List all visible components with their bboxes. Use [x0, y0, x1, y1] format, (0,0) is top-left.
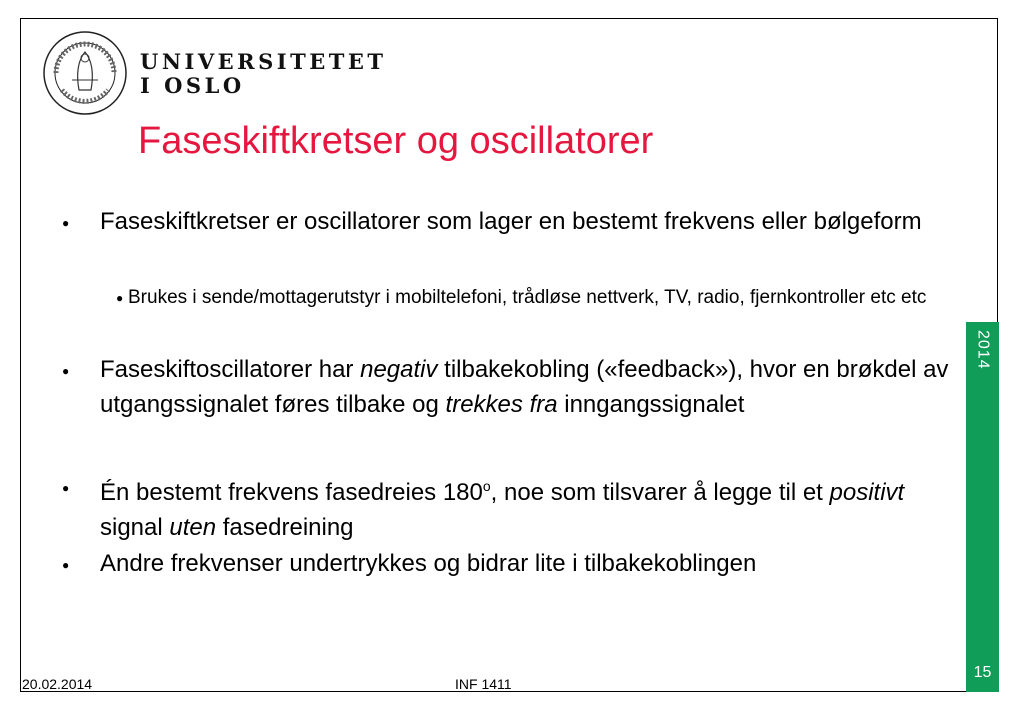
bullet-2-text-c: inngangssignalet	[557, 391, 745, 418]
bullet-1	[62, 204, 960, 239]
bullet-3	[62, 469, 960, 545]
bullet-dot: ●	[62, 481, 70, 495]
bullet-3-italic-a: positivt	[829, 479, 905, 506]
bullet-dot: ●	[62, 216, 70, 230]
bullet-3-text-c: signal	[100, 514, 170, 541]
bullet-dot: ●	[62, 558, 70, 572]
sub-bullet-1	[116, 284, 928, 312]
bullet-4-text: Andre frekvenser undertrykkes og bidrar lite i tilbakekoblingen	[100, 550, 757, 577]
bullet-3-italic-b: uten	[169, 514, 217, 541]
bullet-3-text-d: fasedreining	[216, 514, 354, 541]
sub-bullet-1-text: Brukes i sende/mottagerutstyr i mobiltelefoni, trådløse nettverk, TV, radio, fjernkontroller etc etc	[128, 287, 927, 308]
bullet-dot: ●	[62, 364, 70, 378]
bullet-3-text-b: , noe som tilsvarer å legge til et	[490, 479, 830, 506]
logo-line-1: UNIVERSITETET	[140, 49, 387, 74]
bullet-2-italic-a: negativ	[360, 356, 438, 383]
degree-superscript: o	[482, 478, 491, 494]
footer-course: INF 1411	[455, 676, 512, 692]
sidebar-year: 2014	[974, 330, 992, 370]
bullet-4	[62, 546, 960, 581]
bullet-2	[62, 352, 960, 422]
slide-title: Faseskiftkretser og oscillatorer	[138, 120, 654, 162]
sub-bullet-dot: ●	[116, 291, 124, 305]
bullet-3-text-a: Én bestemt frekvens fasedreies 180	[100, 479, 483, 506]
university-seal-logo	[42, 30, 128, 116]
page-number: 15	[973, 664, 992, 681]
bullet-1-text: Faseskiftkretser er oscillatorer som lager en bestemt frekvens eller bølgeform	[100, 208, 922, 235]
bullet-2-italic-b: trekkes fra	[445, 391, 558, 418]
university-name-logo	[140, 50, 386, 98]
bullet-2-text-b: tilbakekobling («feedback»), hvor en brøkdel av utgangssignalet føres tilbake og	[100, 356, 949, 418]
logo-line-2: I OSLO	[140, 73, 245, 98]
footer-date: 20.02.2014	[22, 676, 93, 692]
bullet-2-text-a: Faseskiftoscillatorer har	[100, 356, 361, 383]
